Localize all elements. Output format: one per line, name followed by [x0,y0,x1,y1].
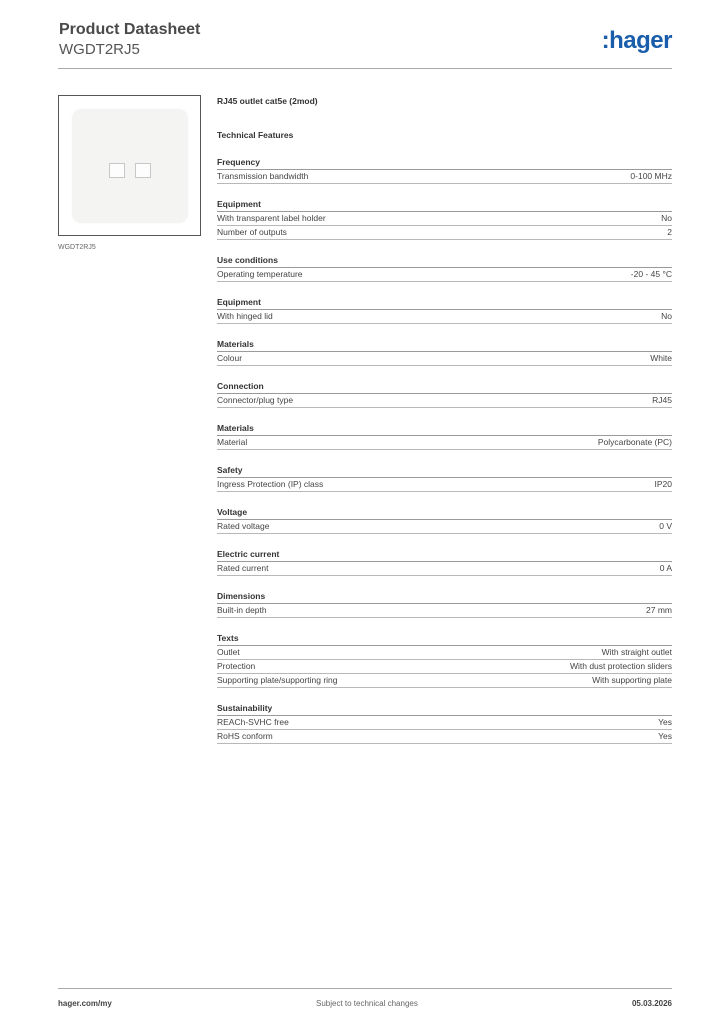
spec-group-title: Connection [217,381,672,394]
spec-label: Operating temperature [217,269,303,279]
spec-group-title: Voltage [217,507,672,520]
spec-value: 0 V [659,521,672,531]
spec-label: RoHS conform [217,731,273,741]
spec-row [217,520,672,534]
spec-group [217,297,672,324]
image-caption: WGDT2RJ5 [58,244,96,251]
spec-group-title: Equipment [217,297,672,310]
spec-row [217,226,672,240]
spec-group [217,199,672,240]
spec-row [217,730,672,744]
spec-value: With supporting plate [592,675,672,685]
spec-row [217,562,672,576]
spec-row [217,674,672,688]
spec-group-title: Frequency [217,157,672,170]
spec-row [217,212,672,226]
spec-groups [217,157,672,744]
technical-features-heading: Technical Features [217,130,294,140]
spec-label: REACh-SVHC free [217,717,289,727]
spec-label: With transparent label holder [217,213,326,223]
spec-label: Colour [217,353,243,363]
spec-row [217,478,672,492]
spec-group [217,423,672,450]
spec-group [217,255,672,282]
spec-row [217,660,672,674]
spec-group [217,465,672,492]
product-code: WGDT2RJ5 [59,41,140,58]
spec-label: Ingress Protection (IP) class [217,479,324,489]
spec-label: Outlet [217,647,240,657]
spec-group-title: Electric current [217,549,672,562]
spec-group-title: Texts [217,633,672,646]
spec-label: Number of outputs [217,227,287,237]
page-title: Product Datasheet [59,21,201,38]
spec-group-title: Equipment [217,199,672,212]
footer-website: hager.com/my [58,999,112,1008]
spec-label: Connector/plug type [217,395,294,405]
spec-label: Supporting plate/supporting ring [217,675,338,685]
spec-row [217,268,672,282]
spec-row [217,604,672,618]
rj45-socket-icon [135,163,151,178]
spec-group [217,339,672,366]
spec-value: Polycarbonate (PC) [597,437,672,447]
spec-value: IP20 [654,479,672,489]
spec-group [217,591,672,618]
spec-group [217,549,672,576]
spec-value: 2 [667,227,672,237]
spec-row [217,170,672,184]
spec-group-title: Dimensions [217,591,672,604]
spec-label: Built-in depth [217,605,267,615]
spec-value: No [661,213,672,223]
spec-group-title: Materials [217,339,672,352]
header-divider [58,68,672,69]
spec-value: With dust protection sliders [569,661,672,671]
spec-value: Yes [658,717,672,727]
spec-label: With hinged lid [217,311,273,321]
product-image [73,110,187,222]
spec-value: White [650,353,672,363]
spec-group-title: Use conditions [217,255,672,268]
spec-value: With straight outlet [601,647,672,657]
spec-value: No [661,311,672,321]
product-image-frame [58,95,201,236]
spec-label: Rated voltage [217,521,270,531]
spec-group [217,381,672,408]
spec-label: Rated current [217,563,269,573]
hager-logo: :hager [601,27,672,54]
spec-group [217,703,672,744]
product-name: RJ45 outlet cat5e (2mod) [217,96,318,106]
spec-group [217,507,672,534]
rj45-socket-icon [109,163,125,178]
footer-date: 05.03.2026 [631,999,672,1008]
spec-value: -20 - 45 °C [630,269,672,279]
spec-value: 0-100 MHz [630,171,672,181]
footer-divider [58,988,672,989]
spec-row [217,394,672,408]
spec-group-title: Safety [217,465,672,478]
spec-content [217,96,672,744]
spec-group [217,157,672,184]
spec-label: Material [217,437,248,447]
spec-row [217,716,672,730]
spec-row [217,352,672,366]
spec-value: 0 A [659,563,672,573]
spec-row [217,436,672,450]
spec-group-title: Sustainability [217,703,672,716]
spec-label: Transmission bandwidth [217,171,309,181]
spec-group-title: Materials [217,423,672,436]
logo-text: hager [609,27,672,54]
spec-value: 27 mm [646,605,672,615]
footer-notice: Subject to technical changes [316,999,418,1008]
spec-row [217,646,672,660]
spec-value: Yes [658,731,672,741]
spec-row [217,310,672,324]
spec-group [217,633,672,688]
spec-label: Protection [217,661,256,671]
spec-value: RJ45 [652,395,672,405]
